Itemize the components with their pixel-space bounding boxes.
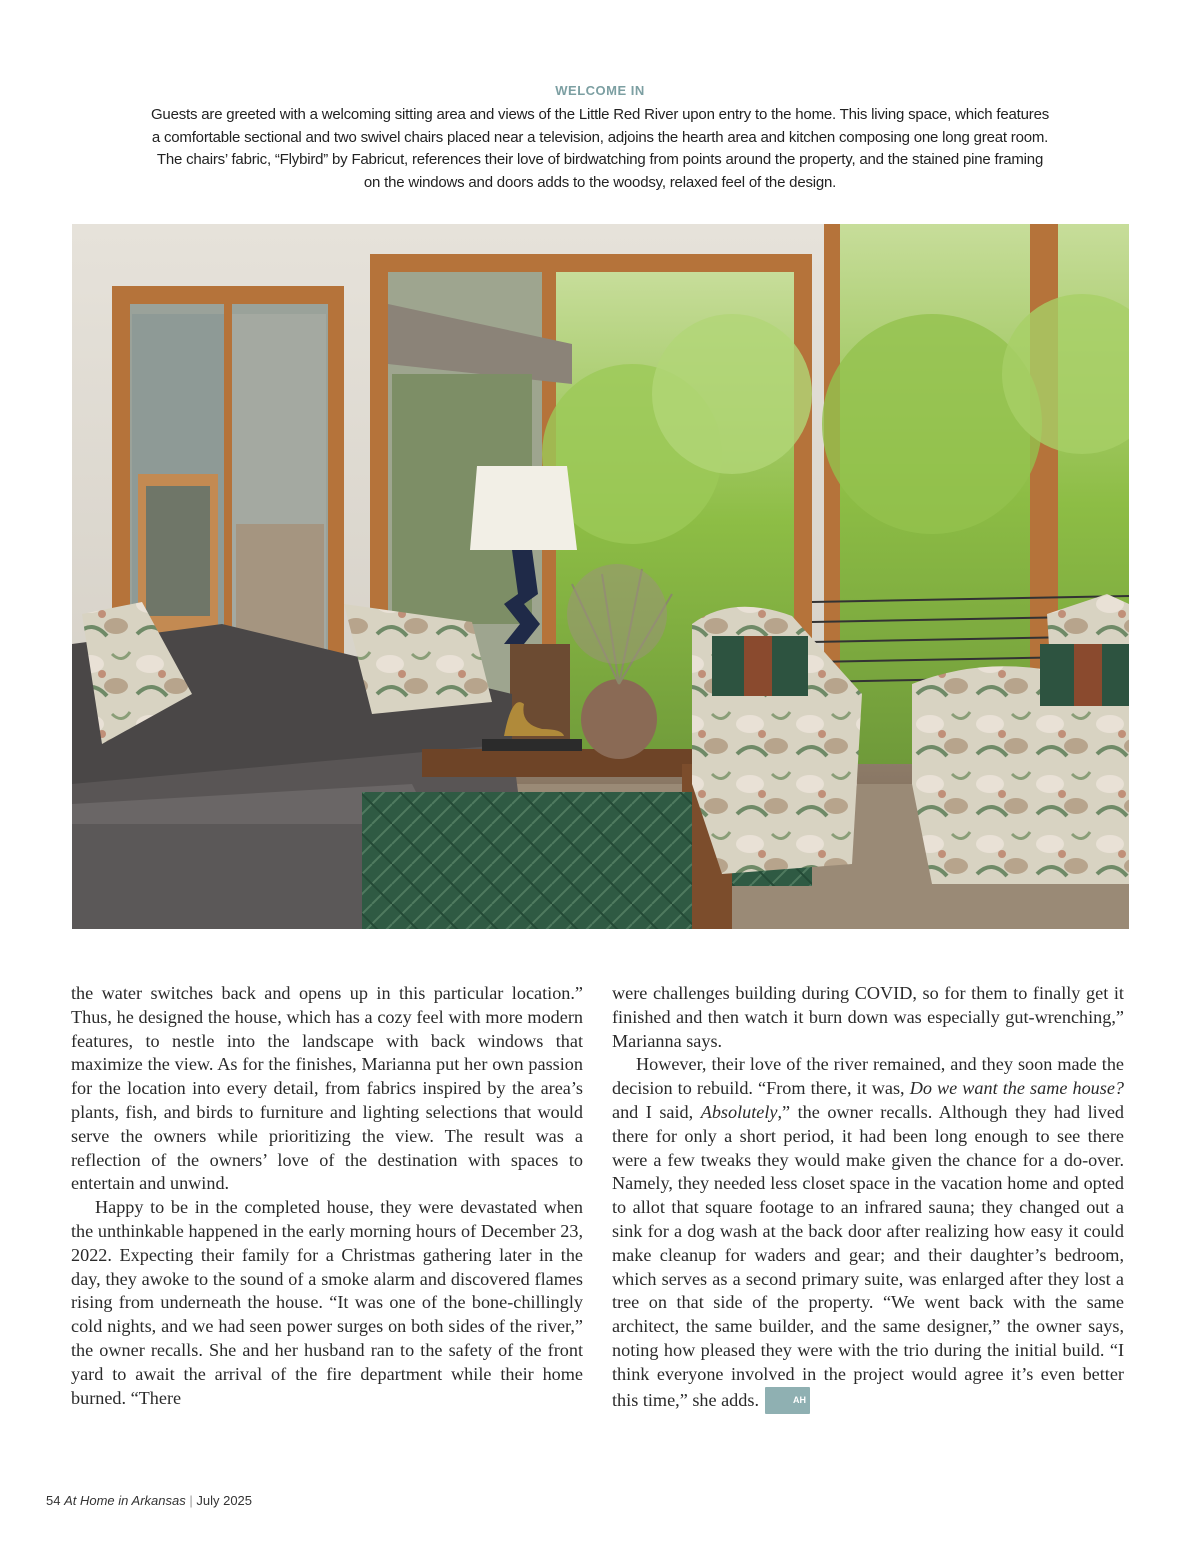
issue-date: July 2025 xyxy=(196,1493,253,1508)
article-text: However, their love of the river remained, and they soon made the decision to rebuild. “From there, it was, xyxy=(612,1054,1124,1099)
article-text: ,” the owner recalls. Although they had lived there for only a short period, it had been long enough to see there were a few tweaks they would make given the chance for a do-over. Namely, they needed less closet space in the vacation home and opted to allot that square footage to an infrared sauna; they changed out a sink for a dog wash at the back door after realizing how easy it could make cleanup for waders and gear; and their daughter’s bedroom, which serves as a second primary suite, was enlarged after they lost a tree on that side of the property. “We went back with the same architect, the same builder, and the same designer,” the owner says, noting how pleased they were with the trio during the initial build. “I think everyone involved in the project would agree it’s even better this time,” she adds. xyxy=(612,1101,1124,1410)
article-paragraph: were challenges building during COVID, so for them to finally get it finished and then watch it burn down was especially gut-wrenching,” Marianna says. xyxy=(612,983,1124,1051)
page-number: 54 xyxy=(46,1493,61,1508)
article-paragraph xyxy=(612,1053,1124,1414)
photo-caption: Guests are greeted with a welcoming sitting area and views of the Little Red River upon entry to the home. This living space, which features a comfortable sectional and two swivel chairs placed near a television, adjoins the hearth area and kitchen composing one long great room. The chairs’ fabric, “Flybird” by Fabricut, references their love of birdwatching from points around the property, and the stained pine framing on the windows and doors adds to the woodsy, relaxed feel of the design. xyxy=(150,106,1050,191)
end-mark-badge: AH xyxy=(765,1387,810,1415)
magazine-name: At Home in Arkansas xyxy=(64,1493,186,1508)
article-italic-text: Do we want the same house? xyxy=(909,1078,1124,1099)
article-column-left xyxy=(71,982,583,1410)
article-text: and I said, xyxy=(612,1101,701,1122)
living-room-photo xyxy=(72,224,1129,929)
caption-kicker: WELCOME IN xyxy=(555,83,645,98)
article-column-right xyxy=(612,982,1124,1414)
article-italic-text: Absolutely xyxy=(700,1101,778,1122)
page-footer xyxy=(46,1493,252,1508)
article-paragraph: the water switches back and opens up in this particular location.” Thus, he designed the house, which has a cozy feel with more modern features, to nestle into the landscape with back windows that maximize the view. As for the finishes, Marianna put her own passion for the location into every detail, from fabrics inspired by the area’s plants, fish, and birds to furniture and lighting selections that would serve the owners while prioritizing the view. The result was a reflection of the owners’ love of the destination with spaces to entertain and unwind. xyxy=(71,983,583,1194)
article-paragraph: Happy to be in the completed house, they were devastated when the unthinkable happened in the early morning hours of December 23, 2022. Expecting their family for a Christmas gathering later in the day, they awoke to the sound of a smoke alarm and discovered flames rising from underneath the house. “It was one of the bone-chillingly cold nights, and we had seen power surges on both sides of the river,” the owner recalls. She and her husband ran to the safety of the front yard to await the arrival of the fire department while their home burned. “There xyxy=(71,1197,583,1408)
footer-separator: | xyxy=(189,1493,193,1508)
